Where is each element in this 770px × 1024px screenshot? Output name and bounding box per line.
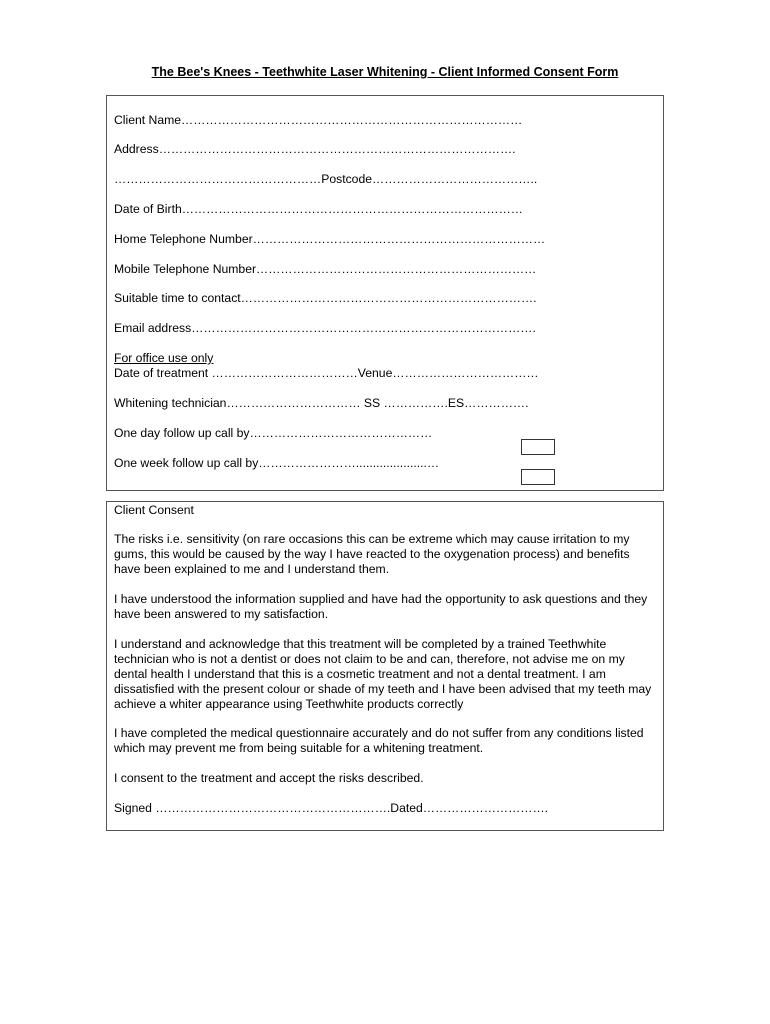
consent-accept-paragraph: I consent to the treatment and accept the risks described.: [114, 771, 424, 785]
date-of-birth-field[interactable]: Date of Birth…………………………………………………………………………: [114, 202, 523, 216]
consent-acknowledge-paragraph: I understand and acknowledge that this treatment will be completed by a trained Teethwhite technician who is not a dentist or does not claim to be and can, therefore, not advise me on my dental health I understand that this is a cosmetic treatment and not a dental treatment. I am dissatisfied with the present colour or shade of my teeth and I have been advised that my teeth may achieve a whiter appearance using Teethwhite products correctly: [114, 637, 652, 711]
consent-information-paragraph: I have understood the information supplied and have had the opportunity to ask questions and they have been answered to my satisfaction.: [114, 592, 648, 621]
treatment-date-venue-field[interactable]: Date of treatment ………………………………Venue………………………………: [114, 366, 539, 380]
home-telephone-field[interactable]: Home Telephone Number………………………………………………………………: [114, 232, 546, 246]
one-day-followup-checkbox[interactable]: [521, 439, 555, 455]
form-title: The Bee's Knees - Teethwhite Laser Whitening - Client Informed Consent Form: [151, 65, 619, 79]
consent-heading: Client Consent: [114, 503, 194, 517]
office-use-heading: For office use only: [114, 351, 214, 365]
signed-dated-field[interactable]: Signed ………………………………………………….Dated………………………….: [114, 801, 549, 815]
consent-questionnaire-paragraph: I have completed the medical questionnaire accurately and do not suffer from any conditions listed which may prevent me from being suitable for a whitening treatment.: [114, 726, 644, 755]
contact-time-field[interactable]: Suitable time to contact……………………………………………………………….: [114, 291, 537, 305]
email-field[interactable]: Email address………………………………………………………………………….: [114, 321, 536, 335]
address-postcode-field[interactable]: ……………………………………………Postcode…………………………………..: [114, 172, 538, 186]
client-name-field[interactable]: Client Name…………………………………………………………………………: [114, 113, 523, 127]
whitening-technician-field[interactable]: Whitening technician…………………………… SS …………….ES…………….: [114, 396, 529, 410]
address-field[interactable]: Address…………………………………………………………………………….: [114, 142, 516, 156]
one-week-followup-field[interactable]: One week follow up call by…………………….....................…: [114, 456, 440, 470]
one-week-followup-checkbox[interactable]: [521, 469, 555, 485]
client-details-box: [106, 95, 664, 491]
consent-risks-paragraph: The risks i.e. sensitivity (on rare occasions this can be extreme which may cause irritation to my gums, this would be caused by the way I have reacted to the oxygenation process) and benefits have been explained to me and I understand them.: [114, 532, 630, 576]
client-consent-box: [106, 501, 664, 831]
one-day-followup-field[interactable]: One day follow up call by………………………………………: [114, 426, 433, 440]
mobile-telephone-field[interactable]: Mobile Telephone Number……………………………………………………………: [114, 262, 537, 276]
